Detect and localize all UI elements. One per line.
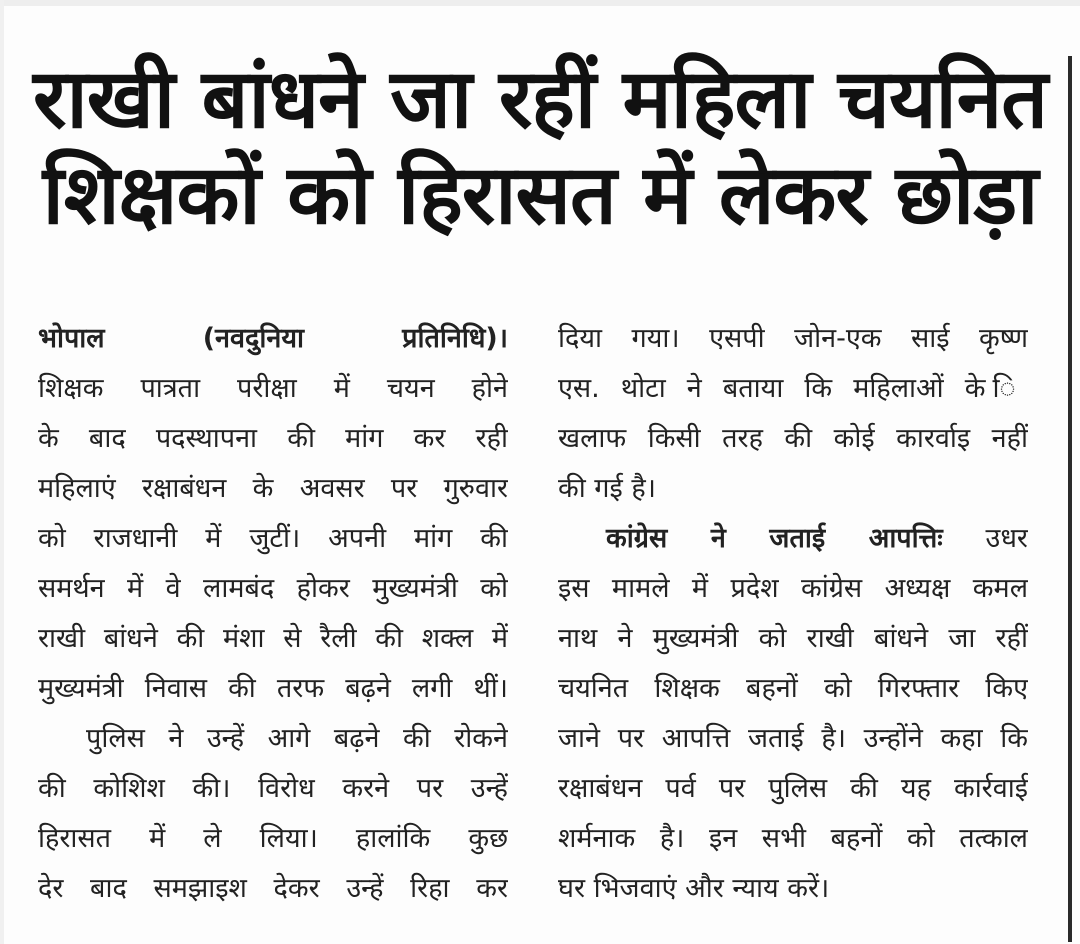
body-line: चयनित शिक्षक बहनों को गिरफ्तार किए: [558, 673, 1028, 704]
body-line: मुख्यमंत्री निवास की तरफ बढ़ने लगी थीं।: [38, 673, 508, 704]
subhead-tail: उधर: [985, 523, 1028, 554]
body-line: की कोशिश की। विरोध करने पर उन्हें: [38, 773, 508, 804]
headline: [30, 52, 1050, 244]
body-line: महिलाएं रक्षाबंधन के अवसर पर गुरुवार: [38, 473, 508, 504]
headline-line-2: शिक्षकों को हिरासत में लेकर छोड़ा: [42, 148, 1038, 243]
headline-line-1: राखी बांधने जा रहीं महिला चयनित: [33, 52, 1047, 147]
body-line: को राजधानी में जुटीं। अपनी मांग की: [38, 523, 508, 554]
body-line: घर भिजवाएं और न्याय करें।: [558, 873, 830, 904]
body-line: शिक्षक पात्रता परीक्षा में चयन होने: [38, 373, 508, 404]
body-line: राखी बांधने की मंशा से रैली की शक्ल में: [38, 623, 508, 654]
column-rule: [1068, 56, 1072, 942]
body-line: पुलिस ने उन्हें आगे बढ़ने की रोकने: [86, 723, 508, 754]
body-line: इस मामले में प्रदेश कांग्रेस अध्यक्ष कमल: [558, 573, 1028, 604]
body-line: रक्षाबंधन पर्व पर पुलिस की यह कार्रवाई: [558, 773, 1028, 804]
body-line: हिरासत में ले लिया। हालांकि कुछ: [38, 823, 508, 854]
body-line: दिया गया। एसपी जोन-एक साई कृष्ण: [558, 323, 1028, 354]
body-line: समर्थन में वे लामबंद होकर मुख्यमंत्री को: [38, 573, 508, 604]
body-line: के बाद पदस्थापना की मांग कर रही: [38, 423, 508, 454]
article-column-left: [38, 314, 508, 914]
body-line: खलाफ किसी तरह की कोई कारर्वाइ नहीं: [558, 423, 1028, 454]
body-line: जाने पर आपत्ति जताई है। उन्होंने कहा कि: [558, 723, 1028, 754]
body-line: शर्मनाक है। इन सभी बहनों को तत्काल: [558, 823, 1028, 854]
dateline: भोपाल (नवदुनिया प्रतिनिधि)।: [38, 323, 508, 354]
left-border: [0, 0, 4, 944]
body-line: नाथ ने मुख्यमंत्री को राखी बांधने जा रहीं: [558, 623, 1028, 654]
body-line: एस. थोटा ने बताया कि महिलाओं के ि: [558, 373, 1028, 404]
article-column-right: [558, 314, 1028, 914]
subhead-line: [558, 514, 1028, 564]
body-line: की गई है।: [558, 473, 656, 504]
body-line: देर बाद समझाइश देकर उन्हें रिहा कर: [38, 873, 508, 904]
top-border: [0, 0, 1080, 6]
subhead: कांग्रेस ने जताई आपत्तिः: [606, 523, 943, 554]
